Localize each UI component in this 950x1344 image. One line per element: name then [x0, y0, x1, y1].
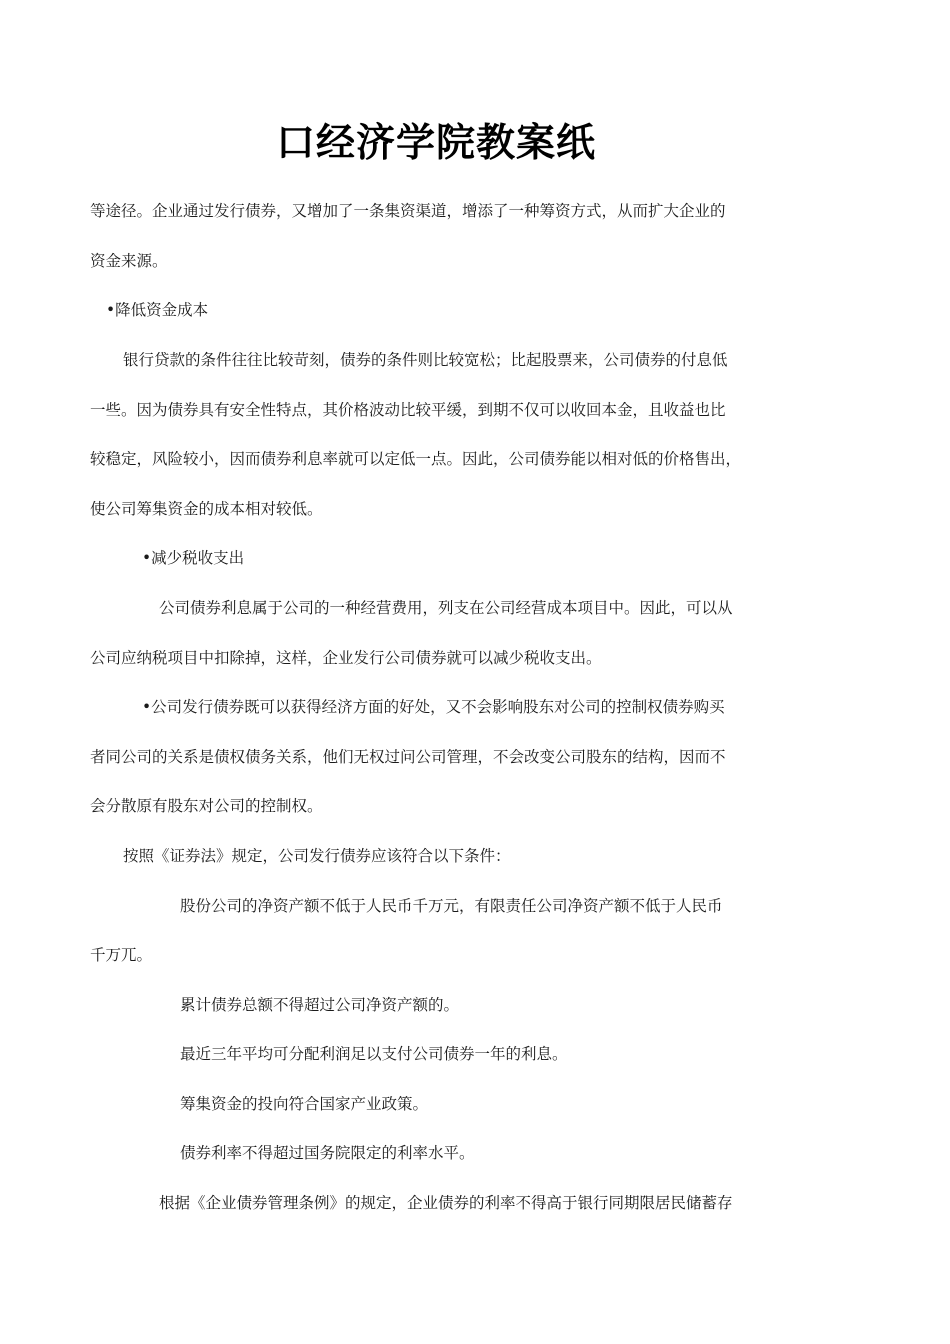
bullet-heading: •减少税收支出	[142, 549, 245, 567]
page-title: 口经济学院教案纸	[275, 121, 596, 166]
condition-item: 股份公司的净资产额不低于人民币千万元，有限责任公司净资产额不低于人民币	[180, 897, 723, 915]
paragraph-line: 使公司筹集资金的成本相对较低。	[90, 500, 323, 518]
paragraph-line: 公司应纳税项目中扣除掉，这样，企业发行公司债券就可以减少税收支出。	[90, 649, 602, 667]
paragraph-line: 千万兀。	[90, 946, 153, 964]
paragraph-line: 会分散原有股东对公司的控制权。	[90, 797, 323, 815]
condition-item: 最近三年平均可分配利润足以支付公司债券一年的利息。	[180, 1045, 568, 1063]
bullet-paragraph-line: •公司发行债券既可以获得经济方面的好处，又不会影响股东对公司的控制权债券购买	[142, 698, 725, 716]
paragraph-line: 按照《证券法》规定，公司发行债券应该符合以下条件：	[123, 847, 511, 865]
paragraph-line: 一些。因为债券具有安全性特点，其价格波动比较平缓，到期不仅可以收回本金，且收益也比	[90, 401, 726, 419]
paragraph-line: 等途径。企业通过发行债券，又增加了一条集资渠道，增添了一种筹资方式，从而扩大企业的	[90, 202, 726, 220]
condition-item: 累计债券总额不得超过公司净资产额的。	[180, 996, 460, 1014]
condition-item: 债券利率不得超过国务院限定的利率水平。	[180, 1144, 475, 1162]
paragraph-line: 者同公司的关系是债权债务关系，他们无权过问公司管理，不会改变公司股东的结构，因而不	[90, 748, 726, 766]
paragraph-line: 银行贷款的条件往往比较苛刻，债券的条件则比较宽松；比起股票来，公司债券的付息低	[123, 351, 728, 369]
bullet-heading: •降低资金成本	[106, 301, 209, 319]
condition-item: 筹集资金的投向符合国家产业政策。	[180, 1095, 429, 1113]
paragraph-line: 根据《企业债券管理条例》的规定，企业债券的利率不得高于银行同期限居民储蓄存	[159, 1194, 733, 1212]
paragraph-line: 资金来源。	[90, 252, 168, 270]
paragraph-line: 较稳定，风险较小，因而债券利息率就可以定低一点。因此，公司债券能以相对低的价格售出，	[90, 450, 742, 468]
paragraph-line: 公司债券利息属于公司的一种经营费用，列支在公司经营成本项目中。因此，可以从	[159, 599, 733, 617]
